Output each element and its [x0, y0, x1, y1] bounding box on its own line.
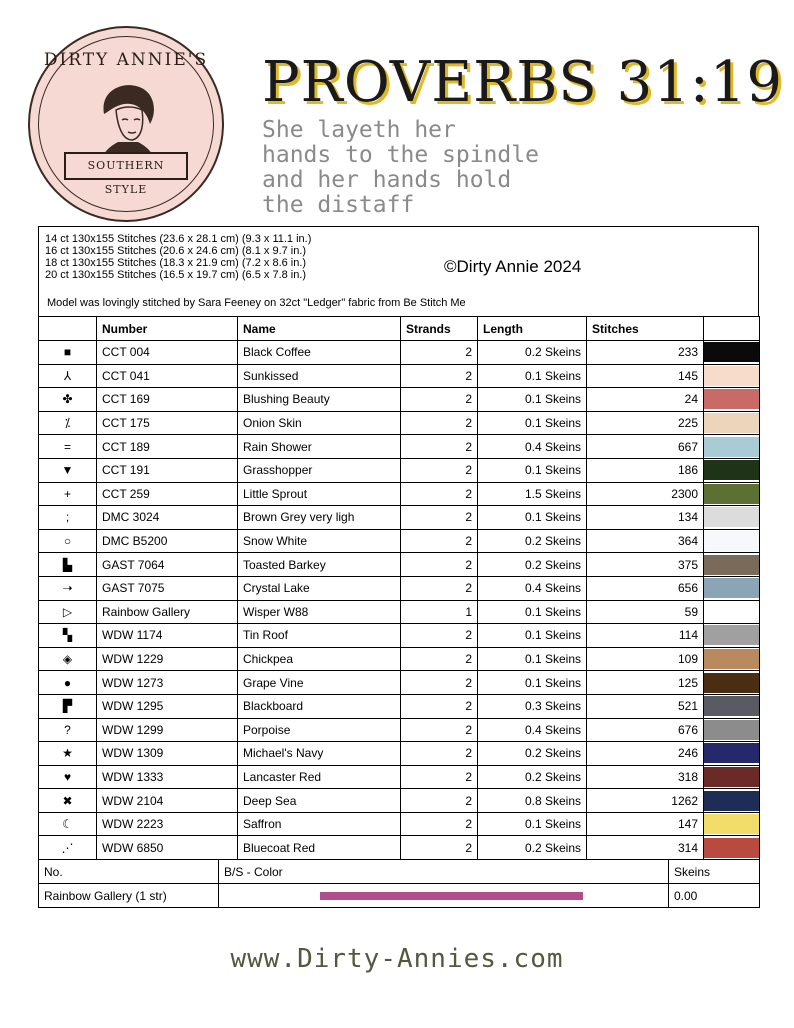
- row-symbol: ▷: [39, 600, 97, 624]
- row-color-swatch: [704, 458, 760, 482]
- row-symbol: ●: [39, 671, 97, 695]
- row-name: Tin Roof: [238, 624, 401, 648]
- row-name: Lancaster Red: [238, 765, 401, 789]
- row-name: Blackboard: [238, 694, 401, 718]
- row-stitches: 233: [587, 341, 704, 365]
- row-name: Sunkissed: [238, 364, 401, 388]
- row-symbol: ■: [39, 341, 97, 365]
- color-swatch: [704, 460, 759, 480]
- header-symbol: [39, 317, 97, 341]
- bs-color-cell: [219, 884, 669, 908]
- row-strands: 2: [401, 364, 478, 388]
- table-row: [39, 411, 760, 435]
- row-number: WDW 1174: [97, 624, 238, 648]
- color-swatch: [704, 625, 759, 645]
- row-color-swatch: [704, 836, 760, 860]
- row-strands: 2: [401, 435, 478, 459]
- row-stitches: 109: [587, 647, 704, 671]
- row-number: WDW 2104: [97, 789, 238, 813]
- row-length: 0.1 Skeins: [478, 388, 587, 412]
- row-length: 0.1 Skeins: [478, 411, 587, 435]
- row-number: CCT 041: [97, 364, 238, 388]
- backstitch-table: [38, 859, 760, 908]
- header-number: Number: [97, 317, 238, 341]
- row-length: 0.4 Skeins: [478, 718, 587, 742]
- row-name: Porpoise: [238, 718, 401, 742]
- table-row: [39, 506, 760, 530]
- table-row: [39, 671, 760, 695]
- row-name: Rain Shower: [238, 435, 401, 459]
- row-length: 0.1 Skeins: [478, 600, 587, 624]
- row-symbol: ?: [39, 718, 97, 742]
- bs-header-no: No.: [39, 860, 219, 884]
- row-strands: 2: [401, 718, 478, 742]
- row-number: Rainbow Gallery: [97, 600, 238, 624]
- row-color-swatch: [704, 718, 760, 742]
- row-length: 0.2 Skeins: [478, 742, 587, 766]
- size-line: 18 ct 130x155 Stitches (18.3 x 21.9 cm) (7.2 x 8.6 in.): [45, 257, 307, 269]
- row-length: 0.1 Skeins: [478, 671, 587, 695]
- color-swatch: [704, 696, 759, 716]
- row-number: WDW 1295: [97, 694, 238, 718]
- row-name: Deep Sea: [238, 789, 401, 813]
- row-length: 0.2 Skeins: [478, 529, 587, 553]
- row-strands: 2: [401, 576, 478, 600]
- row-color-swatch: [704, 364, 760, 388]
- row-strands: 2: [401, 388, 478, 412]
- row-stitches: 676: [587, 718, 704, 742]
- table-row: [39, 341, 760, 365]
- row-strands: 2: [401, 341, 478, 365]
- bs-color-line: [320, 892, 583, 900]
- row-symbol: ▚: [39, 624, 97, 648]
- header-stitches: Stitches: [587, 317, 704, 341]
- verse-text: She layeth her hands to the spindle and her hands hold the distaff: [262, 117, 539, 218]
- row-number: WDW 6850: [97, 836, 238, 860]
- header-length: Length: [478, 317, 587, 341]
- row-strands: 2: [401, 742, 478, 766]
- row-length: 0.8 Skeins: [478, 789, 587, 813]
- row-strands: 2: [401, 694, 478, 718]
- size-line: 16 ct 130x155 Stitches (20.6 x 24.6 cm) (8.1 x 9.7 in.): [45, 245, 307, 257]
- row-color-swatch: [704, 435, 760, 459]
- color-swatch: [704, 673, 759, 693]
- row-stitches: 2300: [587, 482, 704, 506]
- model-note: Model was lovingly stitched by Sara Feeney on 32ct "Ledger" fabric from Be Stitch Me: [47, 297, 466, 309]
- row-name: Crystal Lake: [238, 576, 401, 600]
- row-stitches: 246: [587, 742, 704, 766]
- color-swatch: [704, 413, 759, 433]
- table-row: [39, 435, 760, 459]
- color-swatch: [704, 555, 759, 575]
- color-swatch: [704, 743, 759, 763]
- row-color-swatch: [704, 694, 760, 718]
- row-symbol: ▼: [39, 458, 97, 482]
- header-strands: Strands: [401, 317, 478, 341]
- table-row: [39, 718, 760, 742]
- header-color: [704, 317, 760, 341]
- row-number: WDW 1309: [97, 742, 238, 766]
- table-row: [39, 364, 760, 388]
- table-row: [39, 694, 760, 718]
- table-row: [39, 529, 760, 553]
- row-color-swatch: [704, 529, 760, 553]
- header-name: Name: [238, 317, 401, 341]
- row-symbol: ☾: [39, 812, 97, 836]
- floss-table: [38, 316, 760, 860]
- row-color-swatch: [704, 411, 760, 435]
- color-swatch: [704, 814, 759, 834]
- table-row: [39, 742, 760, 766]
- table-row: [39, 765, 760, 789]
- color-swatch: [704, 602, 759, 622]
- row-length: 0.1 Skeins: [478, 812, 587, 836]
- row-strands: 2: [401, 529, 478, 553]
- row-length: 0.1 Skeins: [478, 458, 587, 482]
- row-stitches: 24: [587, 388, 704, 412]
- row-number: CCT 175: [97, 411, 238, 435]
- row-strands: 2: [401, 411, 478, 435]
- logo-tagline: SOUTHERN STYLE: [87, 159, 165, 196]
- table-row: [39, 576, 760, 600]
- row-number: GAST 7064: [97, 553, 238, 577]
- row-name: Black Coffee: [238, 341, 401, 365]
- row-symbol: ;: [39, 506, 97, 530]
- table-header: [39, 317, 760, 341]
- table-row: [39, 458, 760, 482]
- table-row: [39, 812, 760, 836]
- row-length: 0.3 Skeins: [478, 694, 587, 718]
- table-row: [39, 836, 760, 860]
- row-symbol: ⁒: [39, 411, 97, 435]
- row-stitches: 318: [587, 765, 704, 789]
- copyright: ©Dirty Annie 2024: [444, 257, 582, 276]
- row-name: Snow White: [238, 529, 401, 553]
- row-length: 0.2 Skeins: [478, 553, 587, 577]
- color-swatch: [704, 342, 759, 362]
- row-symbol: ○: [39, 529, 97, 553]
- row-symbol: ◈: [39, 647, 97, 671]
- color-swatch: [704, 366, 759, 386]
- color-swatch: [704, 389, 759, 409]
- row-color-swatch: [704, 388, 760, 412]
- row-number: CCT 004: [97, 341, 238, 365]
- row-length: 0.2 Skeins: [478, 836, 587, 860]
- website-url: www.Dirty-Annies.com: [230, 944, 564, 974]
- row-strands: 2: [401, 836, 478, 860]
- size-line: 14 ct 130x155 Stitches (23.6 x 28.1 cm) (9.3 x 11.1 in.): [45, 233, 312, 245]
- table-row: [39, 624, 760, 648]
- row-name: Chickpea: [238, 647, 401, 671]
- row-number: GAST 7075: [97, 576, 238, 600]
- table-row: [39, 600, 760, 624]
- row-name: Blushing Beauty: [238, 388, 401, 412]
- row-stitches: 114: [587, 624, 704, 648]
- row-name: Toasted Barkey: [238, 553, 401, 577]
- row-length: 0.2 Skeins: [478, 341, 587, 365]
- row-color-swatch: [704, 624, 760, 648]
- row-strands: 2: [401, 671, 478, 695]
- row-stitches: 314: [587, 836, 704, 860]
- row-number: WDW 1273: [97, 671, 238, 695]
- row-name: Wisper W88: [238, 600, 401, 624]
- row-color-swatch: [704, 482, 760, 506]
- row-length: 0.4 Skeins: [478, 576, 587, 600]
- row-name: Saffron: [238, 812, 401, 836]
- color-swatch: [704, 649, 759, 669]
- color-swatch: [704, 507, 759, 527]
- bs-header-color: B/S - Color: [219, 860, 669, 884]
- page-title: PROVERBS 31:19: [262, 50, 783, 115]
- row-strands: 2: [401, 765, 478, 789]
- row-symbol: ⋰: [39, 836, 97, 860]
- brand-logo: [28, 26, 224, 222]
- row-number: WDW 1299: [97, 718, 238, 742]
- row-name: Michael's Navy: [238, 742, 401, 766]
- bs-no: Rainbow Gallery (1 str): [39, 884, 219, 908]
- row-stitches: 134: [587, 506, 704, 530]
- backstitch-row: [39, 884, 760, 908]
- row-symbol: ♥: [39, 765, 97, 789]
- row-number: WDW 2223: [97, 812, 238, 836]
- table-row: [39, 388, 760, 412]
- row-symbol: ⅄: [39, 364, 97, 388]
- row-symbol: ✖: [39, 789, 97, 813]
- row-color-swatch: [704, 576, 760, 600]
- table-row: [39, 647, 760, 671]
- pattern-info: [38, 226, 759, 316]
- color-swatch: [704, 720, 759, 740]
- color-swatch: [704, 531, 759, 551]
- row-symbol: ▙: [39, 553, 97, 577]
- row-stitches: 364: [587, 529, 704, 553]
- row-length: 0.1 Skeins: [478, 364, 587, 388]
- row-length: 0.4 Skeins: [478, 435, 587, 459]
- row-stitches: 225: [587, 411, 704, 435]
- row-color-swatch: [704, 812, 760, 836]
- row-number: DMC B5200: [97, 529, 238, 553]
- bs-skeins: 0.00: [669, 884, 760, 908]
- row-length: 0.1 Skeins: [478, 647, 587, 671]
- row-symbol: =: [39, 435, 97, 459]
- row-length: 0.1 Skeins: [478, 506, 587, 530]
- row-color-swatch: [704, 789, 760, 813]
- row-name: Bluecoat Red: [238, 836, 401, 860]
- table-row: [39, 789, 760, 813]
- row-stitches: 147: [587, 812, 704, 836]
- row-strands: 2: [401, 553, 478, 577]
- row-name: Brown Grey very ligh: [238, 506, 401, 530]
- color-swatch: [704, 838, 759, 858]
- color-swatch: [704, 791, 759, 811]
- row-stitches: 186: [587, 458, 704, 482]
- row-stitches: 375: [587, 553, 704, 577]
- size-line: 20 ct 130x155 Stitches (16.5 x 19.7 cm) (6.5 x 7.8 in.): [45, 269, 307, 281]
- row-length: 0.2 Skeins: [478, 765, 587, 789]
- row-number: CCT 169: [97, 388, 238, 412]
- row-stitches: 656: [587, 576, 704, 600]
- row-number: WDW 1229: [97, 647, 238, 671]
- row-symbol: ▛: [39, 694, 97, 718]
- row-strands: 2: [401, 789, 478, 813]
- color-swatch: [704, 484, 759, 504]
- row-strands: 2: [401, 647, 478, 671]
- row-name: Grasshopper: [238, 458, 401, 482]
- row-symbol: ★: [39, 742, 97, 766]
- row-color-swatch: [704, 765, 760, 789]
- row-length: 1.5 Skeins: [478, 482, 587, 506]
- row-color-swatch: [704, 647, 760, 671]
- row-symbol: +: [39, 482, 97, 506]
- row-color-swatch: [704, 742, 760, 766]
- row-color-swatch: [704, 553, 760, 577]
- logo-name: DIRTY ANNIE'S: [43, 50, 209, 70]
- row-strands: 2: [401, 506, 478, 530]
- logo-banner: [64, 152, 188, 196]
- row-stitches: 145: [587, 364, 704, 388]
- row-strands: 2: [401, 482, 478, 506]
- row-stitches: 59: [587, 600, 704, 624]
- backstitch-header: [39, 860, 760, 884]
- row-number: CCT 189: [97, 435, 238, 459]
- row-name: Grape Vine: [238, 671, 401, 695]
- row-stitches: 1262: [587, 789, 704, 813]
- row-strands: 2: [401, 624, 478, 648]
- row-strands: 2: [401, 458, 478, 482]
- color-swatch: [704, 767, 759, 787]
- row-stitches: 125: [587, 671, 704, 695]
- row-color-swatch: [704, 506, 760, 530]
- row-symbol: ➝: [39, 576, 97, 600]
- color-swatch: [704, 437, 759, 457]
- row-name: Little Sprout: [238, 482, 401, 506]
- bs-header-skeins: Skeins: [669, 860, 760, 884]
- row-color-swatch: [704, 600, 760, 624]
- row-color-swatch: [704, 671, 760, 695]
- row-strands: 2: [401, 812, 478, 836]
- row-stitches: 667: [587, 435, 704, 459]
- row-color-swatch: [704, 341, 760, 365]
- size-list: [45, 233, 311, 281]
- row-symbol: ✤: [39, 388, 97, 412]
- row-number: DMC 3024: [97, 506, 238, 530]
- row-number: CCT 191: [97, 458, 238, 482]
- woman-portrait-icon: [96, 80, 160, 158]
- row-stitches: 521: [587, 694, 704, 718]
- row-number: CCT 259: [97, 482, 238, 506]
- row-number: WDW 1333: [97, 765, 238, 789]
- row-name: Onion Skin: [238, 411, 401, 435]
- row-length: 0.1 Skeins: [478, 624, 587, 648]
- color-swatch: [704, 578, 759, 598]
- table-row: [39, 482, 760, 506]
- row-strands: 1: [401, 600, 478, 624]
- table-row: [39, 553, 760, 577]
